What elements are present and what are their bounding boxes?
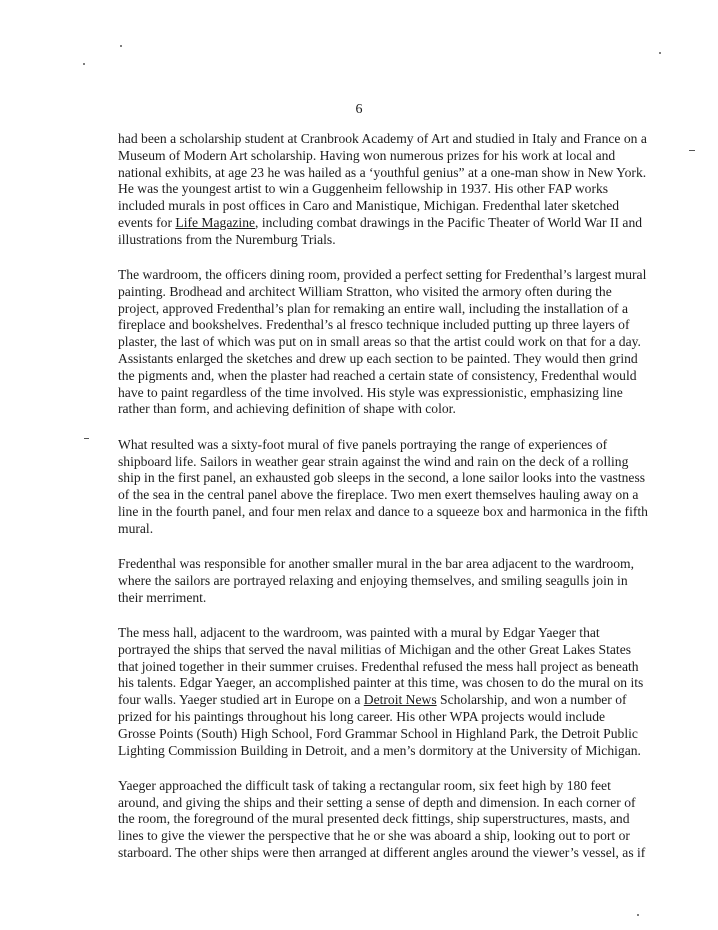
text-line: have to paint regardless of the time involved. His style was expressionistic, emphasizing line xyxy=(118,384,623,400)
scan-speck xyxy=(659,52,661,54)
text-line: plaster, the last of which was put on in small areas so that the artist could work on that for a day. xyxy=(118,334,641,350)
page-number: 6 xyxy=(355,102,363,117)
text-line: ship in the first panel, an exhausted gob sleeps in the second, a lone sailor looks into the vastness xyxy=(118,470,646,486)
text-line: The wardroom, the officers dining room, provided a perfect setting for Fredenthal’s largest mural xyxy=(118,267,647,283)
text-segment: Scholarship, and won a number of xyxy=(436,692,627,708)
text-line: mural. xyxy=(118,520,154,536)
text-line: project, approved Fredenthal’s plan for remaking an entire wall, including the installation of a xyxy=(118,300,628,316)
text-line: around, and giving the ships and their setting a sense of depth and dimension. In each corner of xyxy=(118,794,636,810)
text-line: had been a scholarship student at Cranbrook Academy of Art and studied in Italy and France on a xyxy=(118,131,647,146)
text-line: Museum of Modern Art scholarship. Having won numerous prizes for his work at local and xyxy=(118,147,616,163)
text-line: The mess hall, adjacent to the wardroom, was painted with a mural by Edgar Yaeger that xyxy=(118,624,600,640)
paragraph xyxy=(118,778,708,862)
text-segment: , including combat drawings in the Pacific Theater of World War II and xyxy=(255,214,643,230)
text-line: lines to give the viewer the perspective that he or she was aboard a ship, looking out to port or xyxy=(118,828,630,844)
text-line: Yaeger approached the difficult task of taking a rectangular room, six feet high by 180 feet xyxy=(118,777,611,793)
text-line: illustrations from the Nuremburg Trials. xyxy=(118,231,336,247)
text-segment: four walls. Yaeger studied art in Europe on a xyxy=(118,692,364,708)
text-line: shipboard life. Sailors in weather gear strain against the wind and rain on the deck of a rolling xyxy=(118,453,629,469)
text-line: Fredenthal was responsible for another smaller mural in the bar area adjacent to the wardroom, xyxy=(118,556,634,572)
text-line: starboard. The other ships were then arranged at different angles around the viewer’s vessel, as if xyxy=(118,844,646,860)
scan-speck xyxy=(83,63,85,65)
paragraph xyxy=(118,267,708,418)
text-line: national exhibits, at age 23 he was hailed as a ‘youthful genius” at a one-man show in New York. xyxy=(118,164,647,180)
text-line: He was the youngest artist to win a Guggenheim fellowship in 1937. His other FAP works xyxy=(118,181,609,197)
underlined-title: Detroit News xyxy=(363,692,437,708)
text-line xyxy=(118,692,708,709)
paragraph xyxy=(118,556,708,606)
paragraph xyxy=(118,625,708,759)
text-line xyxy=(118,215,708,232)
text-line: rather than form, and achieving definition of shape with color. xyxy=(118,401,456,417)
text-line: What resulted was a sixty-foot mural of five panels portraying the range of experiences of xyxy=(118,436,608,452)
text-line: portrayed the ships that served the naval militias of Michigan and the other Great Lakes States xyxy=(118,641,632,657)
paragraph xyxy=(118,131,708,249)
scan-speck xyxy=(120,45,122,47)
text-line: painting. Brodhead and architect William Stratton, who visited the armory often during the xyxy=(118,283,612,299)
text-line: the pigments and, when the plaster had reached a certain state of consistency, Fredenthal would xyxy=(118,367,637,383)
text-line: Assistants enlarged the sketches and drew up each section to be painted. They would then grind xyxy=(118,351,638,367)
text-line: Lighting Commission Building in Detroit, and a men’s dormitory at the University of Michigan. xyxy=(118,742,641,758)
underlined-title: Life Magazine xyxy=(175,214,256,230)
text-line: the room, the foreground of the mural presented deck fittings, ship superstructures, masts, and xyxy=(118,811,630,827)
text-line: included murals in post offices in Caro and Manistique, Michigan. Fredenthal later sketched xyxy=(118,198,620,214)
text-line: Grosse Points (South) High School, Ford Grammar School in Highland Park, the Detroit Public xyxy=(118,725,638,741)
paragraph xyxy=(118,437,708,538)
scan-speck xyxy=(637,914,639,916)
text-segment: events for xyxy=(118,214,176,230)
text-line: their merriment. xyxy=(118,589,207,605)
text-line: fireplace and bookshelves. Fredenthal’s al fresco technique included putting up three layers of xyxy=(118,317,630,333)
scan-speck xyxy=(84,438,89,439)
text-line: prized for his paintings throughout his long career. His other WPA projects would include xyxy=(118,708,606,724)
text-line: line in the fourth panel, and four men relax and dance to a squeeze box and harmonica in the fifth xyxy=(118,503,648,519)
text-line: his talents. Edgar Yaeger, an accomplished painter at this time, was chosen to do the mural on its xyxy=(118,675,644,691)
text-line: that joined together in their summer cruises. Fredenthal refused the mess hall project as beneath xyxy=(118,658,639,674)
document-body xyxy=(118,131,708,880)
text-line: where the sailors are portrayed relaxing and enjoying themselves, and smiling seagulls join in xyxy=(118,572,628,588)
text-line: of the sea in the central panel above the fireplace. Two men exert themselves hauling away on a xyxy=(118,487,639,503)
